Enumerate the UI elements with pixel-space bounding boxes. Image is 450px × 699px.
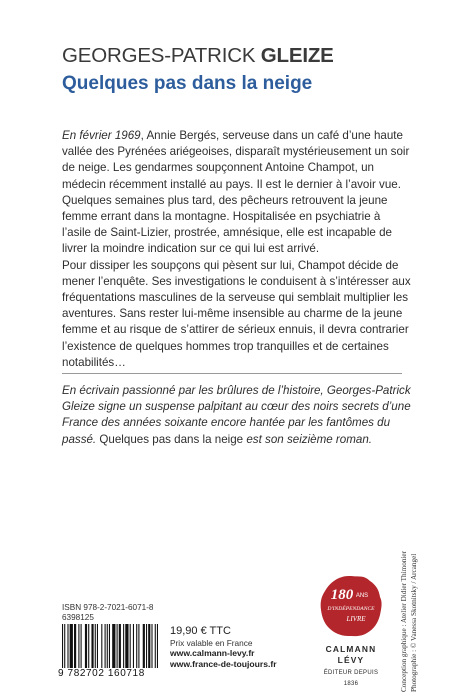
author-bio bbox=[62, 383, 412, 448]
barcode-bar bbox=[101, 624, 102, 668]
publisher-url[interactable]: www.calmann-levy.fr bbox=[170, 648, 255, 659]
barcode-bar bbox=[157, 624, 158, 668]
barcode-bar bbox=[125, 624, 128, 668]
book-title: Quelques pas dans la neige bbox=[62, 73, 313, 94]
barcode-bar bbox=[136, 624, 137, 668]
author-name bbox=[62, 44, 334, 68]
barcode-bar bbox=[97, 624, 98, 668]
barcode-bar bbox=[143, 624, 145, 668]
barcode-bar bbox=[151, 624, 152, 668]
design-credits bbox=[400, 516, 430, 692]
price: 19,90 € TTC bbox=[170, 625, 231, 637]
synopsis-paragraph-1 bbox=[62, 128, 412, 193]
credit-design: Conception graphique : Atelier Didier Thimonier bbox=[400, 551, 408, 692]
barcode-bar bbox=[117, 624, 118, 668]
collection-url[interactable]: www.france-de-toujours.fr bbox=[170, 658, 277, 669]
author-bio-paragraph bbox=[62, 383, 412, 448]
isbn-block bbox=[62, 603, 154, 623]
author-first-name: GEORGES-PATRICK bbox=[62, 44, 256, 67]
barcode-bar bbox=[133, 624, 134, 668]
bio-text-1: En écrivain passionné par les brûlures de l’histoire, Georges-Patrick Gleize signe un suspense palpitant au cœur des noirs secrets d’une France des années soixante encore hantée par les fantômes du passé. bbox=[62, 384, 411, 446]
stamp-ans: ANS bbox=[355, 593, 369, 599]
barcode-bar bbox=[148, 624, 150, 668]
credit-photo: Photographie : © Vanessa Skotnitsky / Arcangel bbox=[409, 553, 418, 692]
barcode-bar bbox=[74, 624, 76, 668]
synopsis-paragraph-1-text: , Annie Bergés, serveuse dans un café d’une haute vallée des Pyrénées ariégeoises, disparaît mystérieusement un soir de neige. Les gendarmes soupçonnent Antoine Champot, un médecin récemment installé au pays. Il est le dernier à l’avoir vue. bbox=[62, 129, 410, 191]
barcode-bar bbox=[95, 624, 96, 668]
bio-text-2: est son seizième roman. bbox=[243, 432, 373, 446]
publisher-name-1: CALMANN bbox=[325, 644, 377, 654]
barcode-bar bbox=[155, 624, 156, 668]
barcode-bar bbox=[64, 624, 65, 668]
anniversary-stamp bbox=[318, 573, 384, 639]
publisher-since: ÉDITEUR DEPUIS 1836 bbox=[323, 670, 379, 687]
barcode-bar bbox=[91, 624, 93, 668]
barcode-bar bbox=[119, 624, 121, 668]
barcode-bar bbox=[67, 624, 68, 668]
barcode-bar bbox=[62, 624, 63, 668]
stamp-middle: D'INDÉPENDANCE bbox=[327, 606, 375, 612]
price-validity: Prix valable en France bbox=[170, 638, 253, 648]
barcode-bar bbox=[70, 624, 73, 668]
author-last-name: GLEIZE bbox=[260, 44, 334, 67]
synopsis-paragraph-3: Pour dissiper les soupçons qui pèsent sur lui, Champot décide de mener l’enquête. Ses investigations le conduisent à s’intéresser aux fréquentations masculines de la serveuse qui semblait multiplier les aventures. Sans rester lui-même insensible au charme de la jeune femme et au risque de s’attirer de sérieux ennuis, il devra contrarier l’existence de quelques hommes trop tranquilles et de certaines notabilités… bbox=[62, 258, 411, 369]
isbn-number: ISBN 978-2-7021-6071-8 bbox=[62, 603, 154, 612]
stamp-bottom: LIVRE bbox=[346, 615, 366, 623]
barcode-bar bbox=[109, 624, 110, 668]
synopsis-date: En février 1969 bbox=[62, 129, 141, 142]
publisher-logo bbox=[318, 644, 384, 690]
barcode-bar bbox=[105, 624, 106, 668]
stamp-number: 180 bbox=[330, 587, 354, 603]
internal-code: 6398125 bbox=[62, 613, 94, 622]
synopsis-paragraph-2: Quelques semaines plus tard, des pêcheurs retrouvent la jeune femme errant dans la montagne. Hospitalisée en psychiatrie à l’asile de Saint-Lizier, prostrée, amnésique, elle est incapable de livrer la moindre indication sur ce qui lui est arrivé. bbox=[62, 193, 392, 256]
barcode-bar bbox=[146, 624, 147, 668]
barcode-bar bbox=[107, 624, 108, 668]
barcode-bar bbox=[88, 624, 89, 668]
barcode-bar bbox=[123, 624, 124, 668]
divider bbox=[62, 373, 402, 374]
synopsis bbox=[62, 128, 412, 371]
publisher-name-2: LÉVY bbox=[337, 655, 365, 665]
barcode-bar bbox=[85, 624, 87, 668]
barcode-bar bbox=[81, 624, 82, 668]
price-block bbox=[170, 625, 277, 669]
barcode-digits: 9 782702 160718 bbox=[58, 668, 145, 679]
barcode-bar bbox=[138, 624, 139, 668]
barcode-bar bbox=[78, 624, 79, 668]
barcode bbox=[62, 624, 158, 668]
barcode-bar bbox=[112, 624, 115, 668]
bio-book-title: Quelques pas dans la neige bbox=[96, 432, 244, 446]
barcode-bar bbox=[130, 624, 131, 668]
